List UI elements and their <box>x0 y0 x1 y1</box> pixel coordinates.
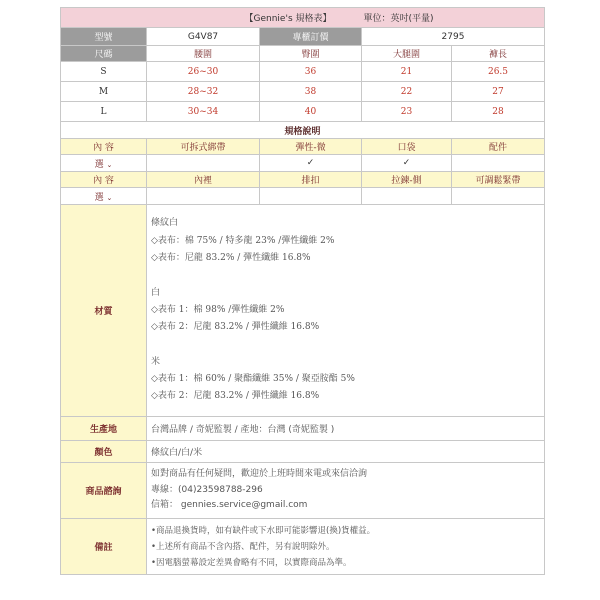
unit-label: 單位：英吋(平量) <box>362 8 545 28</box>
spec-sheet <box>60 7 544 575</box>
waist-value: 26~30 <box>147 62 260 82</box>
feature-stretch: 彈性-微 <box>260 139 362 155</box>
feature-pocket: 口袋 <box>362 139 452 155</box>
title-row <box>61 8 545 28</box>
note-item: •上述所有商品不含內搭、配件，另有說明除外。 <box>151 541 335 552</box>
hip-value: 36 <box>260 62 362 82</box>
size-code: M <box>61 82 147 102</box>
material-line: ◇表布：尼龍 83.2% / 彈性纖維 16.8% <box>151 252 311 263</box>
check-side-zipper <box>362 188 452 205</box>
thigh-value: 22 <box>362 82 452 102</box>
material-color-heading: 白 <box>151 287 161 298</box>
size-header-thigh: 大腿圍 <box>362 46 452 62</box>
material-line: ◇表布：棉 75% / 特多龍 23% /彈性纖維 2% <box>151 235 335 246</box>
inquiry-email[interactable]: 信箱： gennies.service@gmail.com <box>151 500 308 511</box>
model-row <box>61 28 545 46</box>
color-row <box>61 441 545 463</box>
inquiry-text: 如對商品有任何疑問，歡迎於上班時間來電或來信洽詢 <box>151 469 368 480</box>
inquiry-phone: 專線：(04)23598788-296 <box>151 484 263 495</box>
select-label <box>61 155 147 172</box>
select-text: 選 <box>94 159 104 170</box>
waist-value: 28~32 <box>147 82 260 102</box>
feature-header-row-1 <box>61 139 545 155</box>
note-item: •因電腦螢幕設定差異會略有不同，以實際商品為準。 <box>151 557 352 568</box>
size-row <box>61 102 545 122</box>
notes-details <box>147 519 545 575</box>
note-item: •商品退換貨時，如有缺件或下水即可能影響退(換)貨權益。 <box>151 525 376 536</box>
hip-value: 40 <box>260 102 362 122</box>
feature-content-label: 內 容 <box>61 139 147 155</box>
hip-value: 38 <box>260 82 362 102</box>
select-label <box>61 188 147 205</box>
feature-side-zipper: 拉鍊-側 <box>362 172 452 188</box>
spec-title: 規格說明 <box>61 122 545 139</box>
length-value: 27 <box>452 82 545 102</box>
chevron-down-icon: ⌄ <box>106 193 113 202</box>
length-value: 28 <box>452 102 545 122</box>
material-label: 材質 <box>61 205 147 417</box>
origin-label: 生產地 <box>61 417 147 441</box>
check-adjustable-elastic <box>452 188 545 205</box>
check-pocket: ✓ <box>362 155 452 172</box>
size-row <box>61 62 545 82</box>
color-value: 條紋白/白/米 <box>147 441 545 463</box>
origin-row <box>61 417 545 441</box>
size-row <box>61 82 545 102</box>
sheet-title: 【Gennie's 規格表】 <box>61 8 362 28</box>
select-text: 選 <box>94 192 104 203</box>
check-stretch: ✓ <box>260 155 362 172</box>
feature-content-label: 內 容 <box>61 172 147 188</box>
size-header-length: 褲長 <box>452 46 545 62</box>
material-line: ◇表布 2：尼龍 83.2% / 彈性纖維 16.8% <box>151 322 320 333</box>
spec-title-row <box>61 122 545 139</box>
feature-select-row-1 <box>61 155 545 172</box>
size-code: S <box>61 62 147 82</box>
thigh-value: 21 <box>362 62 452 82</box>
price-label: 專櫃訂價 <box>260 28 362 46</box>
feature-buttons: 排扣 <box>260 172 362 188</box>
spacer <box>151 336 540 353</box>
size-header-hip: 臀圍 <box>260 46 362 62</box>
price-value: 2795 <box>362 28 545 46</box>
inquiry-details <box>147 463 545 519</box>
waist-value: 30~34 <box>147 102 260 122</box>
feature-header-row-2 <box>61 172 545 188</box>
material-row <box>61 205 545 417</box>
chevron-down-icon: ⌄ <box>106 160 113 169</box>
color-label: 顏色 <box>61 441 147 463</box>
feature-accessory: 配件 <box>452 139 545 155</box>
size-header-size: 尺碼 <box>61 46 147 62</box>
origin-value: 台灣品牌 / 奇妮監製 / 產地：台灣 (奇妮監製 ) <box>147 417 545 441</box>
material-color-heading: 米 <box>151 356 161 367</box>
material-line: ◇表布 1：棉 60% / 聚酯纖維 35% / 聚亞胺酯 5% <box>151 374 355 385</box>
notes-row <box>61 519 545 575</box>
size-header-waist: 腰圍 <box>147 46 260 62</box>
feature-detachable-strap: 可拆式綁帶 <box>147 139 260 155</box>
size-header-row <box>61 46 545 62</box>
check-lining <box>147 188 260 205</box>
thigh-value: 23 <box>362 102 452 122</box>
material-line: ◇表布 2：尼龍 83.2% / 彈性纖維 16.8% <box>151 391 320 402</box>
model-label: 型號 <box>61 28 147 46</box>
notes-label: 備註 <box>61 519 147 575</box>
feature-adjustable-elastic: 可調鬆緊帶 <box>452 172 545 188</box>
inquiry-label: 商品諮詢 <box>61 463 147 519</box>
check-detachable-strap <box>147 155 260 172</box>
inquiry-row <box>61 463 545 519</box>
material-details <box>147 205 545 417</box>
feature-lining: 內裡 <box>147 172 260 188</box>
size-code: L <box>61 102 147 122</box>
check-buttons <box>260 188 362 205</box>
check-accessory <box>452 155 545 172</box>
length-value: 26.5 <box>452 62 545 82</box>
material-color-heading: 條紋白 <box>151 218 179 229</box>
feature-select-row-2 <box>61 188 545 205</box>
spacer <box>151 267 540 284</box>
material-line: ◇表布 1：棉 98% /彈性纖維 2% <box>151 304 285 315</box>
model-value: G4V87 <box>147 28 260 46</box>
spec-table <box>60 7 545 575</box>
